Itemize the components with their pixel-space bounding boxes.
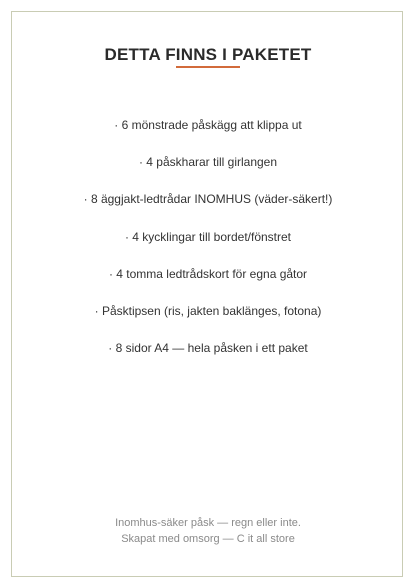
list-item-blank-cards: · 4 tomma ledtrådskort för egna gåtor [108, 266, 308, 281]
title-underline [176, 66, 240, 68]
list-item-eggs: · 6 mönstrade påskägg att klippa ut [114, 118, 302, 132]
list-item-hares: · 4 påskharar till girlangen [138, 155, 278, 170]
footer [0, 515, 416, 547]
page-title: DETTA FINNS I PAKETET [104, 45, 312, 64]
list-item-tips: · Påsktipsen (ris, jakten baklänges, fotona) [94, 303, 322, 318]
contents-list [0, 117, 416, 377]
footer-tagline: Inomhus-säker påsk — regn eller inte. [115, 517, 301, 529]
list-item-chicks: · 4 kycklingar till bordet/fönstret [124, 229, 292, 244]
list-item-pages: · 8 sidor A4 — hela påsken i ett paket [108, 341, 308, 356]
footer-credit: Skapat med omsorg — C it all store [121, 533, 295, 545]
list-item-clues: · 8 äggjakt-ledtrådar INOMHUS (väder-säkert!) [83, 192, 333, 207]
